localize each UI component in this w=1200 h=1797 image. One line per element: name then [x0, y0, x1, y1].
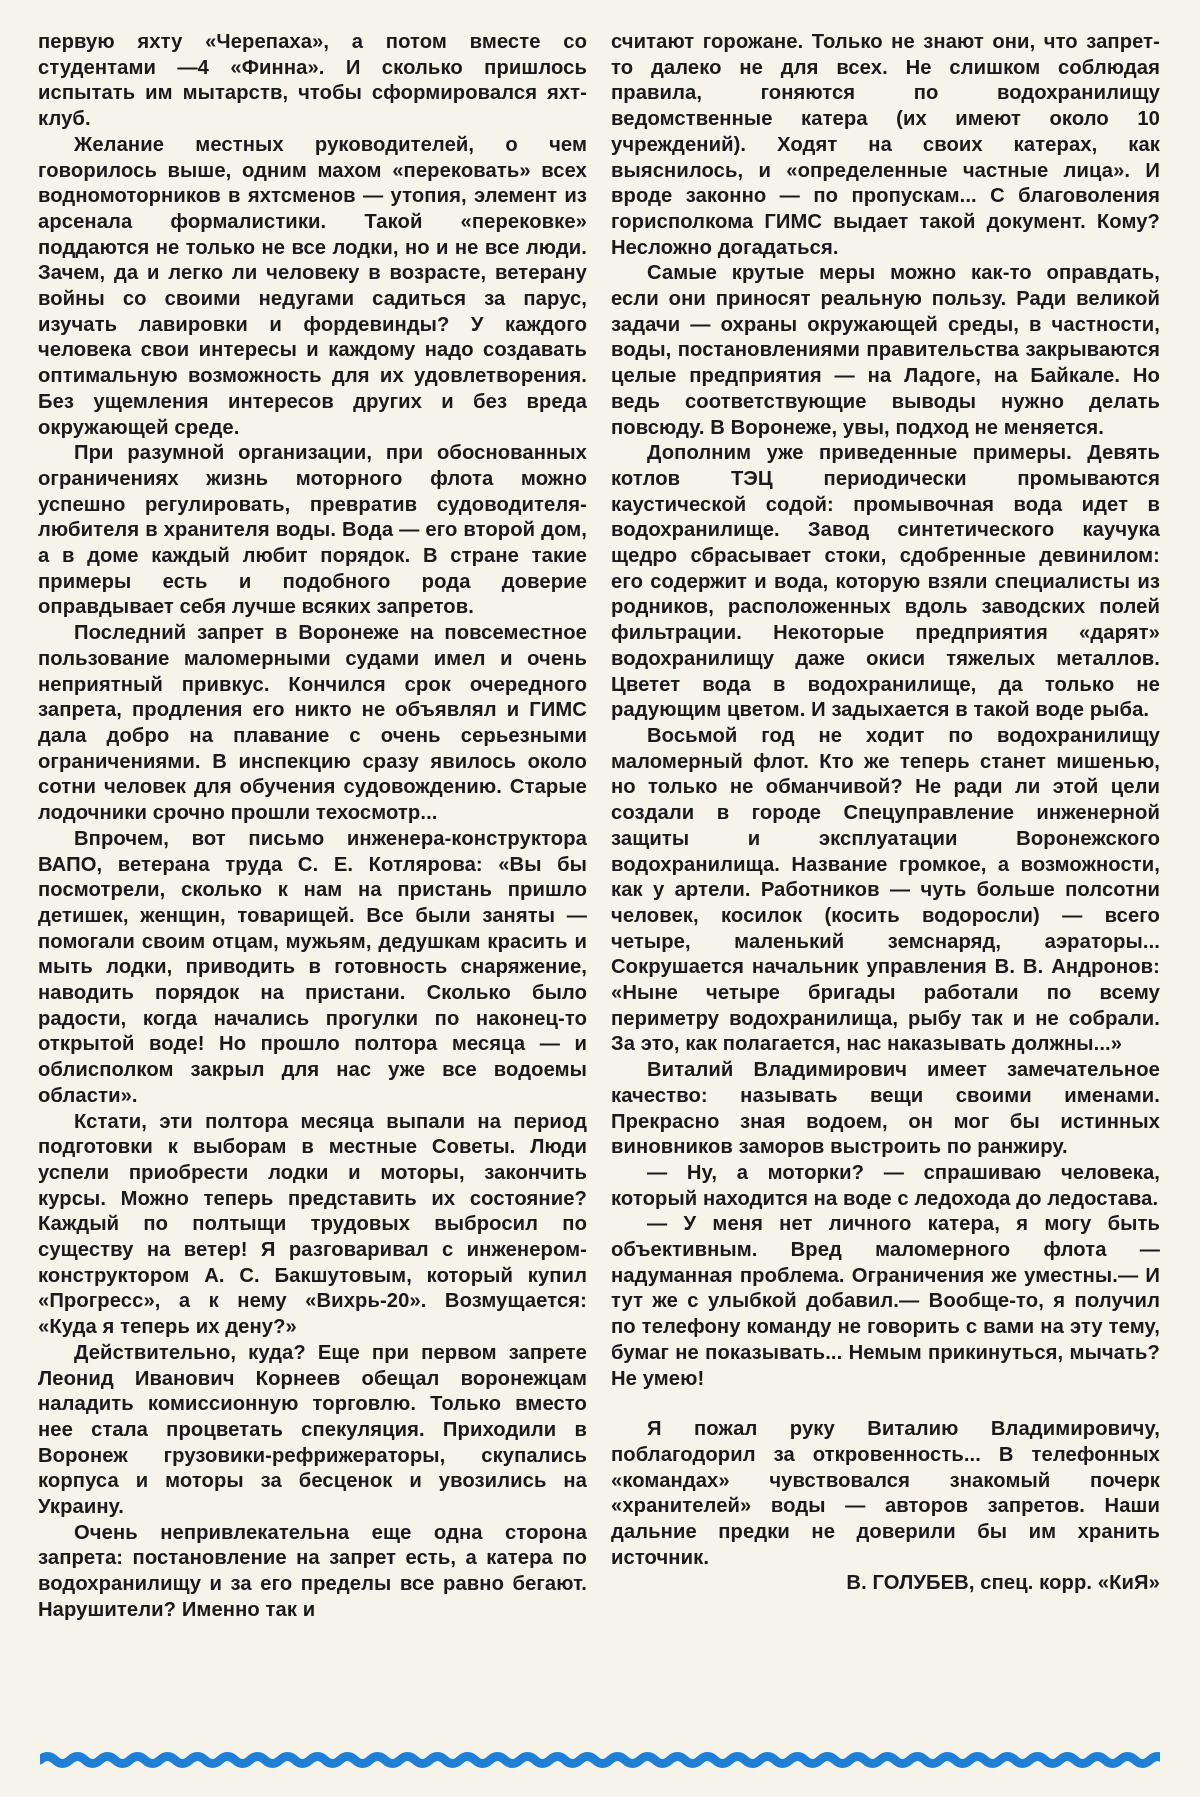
- right-column: [611, 30, 1160, 1730]
- paragraph: Очень непривлекательна еще одна сторона запрета: постановление на запрет есть, а катера по водохранилищу и за его пределы все равно бегают. Нарушители? Именно так и: [38, 1521, 587, 1621]
- paragraph: Действительно, куда? Еще при первом запрете Леонид Иванович Корнеев обещал воронежцам наладить комиссионную торговлю. Только вместо нее стала процветать спекуляция. Приходили в Воронеж грузовики-рефрижераторы, скупались корпуса и моторы за бесценок и увозились на Украину.: [38, 1341, 587, 1519]
- paragraph: Желание местных руководителей, о чем говорилось выше, одним махом «перековать» всех водномоторников в яхтсменов — утопия, элемент из арсенала формалистики. Такой «перековке» поддаются не только не все лодки, но и не все люди. Зачем, да и легко ли человеку в возрасте, ветерану войны со своими недугами садиться за парус, изучать лавировки и фордевинды? У каждого человека свои интересы и каждому надо создавать оптимальную возможность для их удовлетворения. Без ущемления интересов других и без вреда окружающей среде.: [38, 133, 587, 439]
- paragraph: Впрочем, вот письмо инженера-конструктора ВАПО, ветерана труда С. Е. Котлярова: «Вы бы посмотрели, сколько к нам на пристань пришло детишек, женщин, товарищей. Все были заняты — помогали своим отцам, мужьям, дедушкам красить и мыть лодки, приводить в готовность снаряжение, наводить порядок на пристани. Сколько было радости, когда начались прогулки по наконец-то открытой воде! Но прошло полтора месяца — и облисполком закрыл для нас уже все водоемы области».: [38, 827, 587, 1107]
- paragraph: Кстати, эти полтора месяца выпали на период подготовки к выборам в местные Советы. Люди успели приобрести лодки и моторы, закончить курсы. Можно теперь представить их состояние? Каждый по полтыщи трудовых выбросил по существу на ветер! Я разговаривал с инженером-конструктором А. С. Бакшутовым, который купил «Прогресс», а к нему «Вихрь-20». Возмущается: «Куда я теперь их дену?»: [38, 1110, 587, 1339]
- author-signature: В. ГОЛУБЕВ, спец. корр. «КиЯ»: [846, 1572, 1160, 1595]
- paragraph: Восьмой год не ходит по водохранилищу маломерный флот. Кто же теперь станет мишенью, но только не обманчивой? Не ради ли этой цели создали в городе Спецуправление инженерной защиты и эксплуатации Воронежского водохранилища. Название громкое, а возможности, как у артели. Работников — чуть больше полсотни человек, косилок (косить водоросли) — всего четыре, маленький земснаряд, аэраторы... Сокрушается начальник управления В. В. Андронов: «Ныне четыре бригады работали по всему периметру водохранилища, рыбу так и не собрали. За это, как полагается, нас наказывать должны...»: [611, 724, 1160, 1056]
- paragraph: Виталий Владимирович имеет замечательное качество: называть вещи своими именами. Прекрасно зная водоем, он мог бы истинных виновников заморов выстроить по ранжиру.: [611, 1059, 1160, 1159]
- paragraph: первую яхту «Черепаха», а потом вместе со студентами —4 «Финна». И сколько пришлось испытать им мытарств, чтобы сформировался яхт-клуб.: [38, 31, 587, 131]
- paragraph: Дополним уже приведенные примеры. Девять котлов ТЭЦ периодически промываются каустической содой: промывочная вода идет в водохранилище. Завод синтетического каучука щедро сбрасывает стоки, сдобренные девинилом: его содержит и вода, которую взяли специалисты из родников, расположенных вдоль заводских полей фильтрации. Некоторые предприятия «дарят» водохранилищу даже окиси тяжелых металлов. Цветет вода в водохранилище, да только не радующим цветом. И задыхается в такой воде рыба.: [611, 442, 1160, 722]
- paragraph: Самые крутые меры можно как-то оправдать, если они приносят реальную пользу. Ради великой задачи — охраны окружающей среды, в частности, воды, постановлениями правительства закрываются целые предприятия — на Ладоге, на Байкале. Но ведь соответствующие выводы нужно делать повсюду. В Воронеже, увы, подход не меняется.: [611, 262, 1160, 439]
- paragraph: — У меня нет личного катера, я могу быть объективным. Вред маломерного флота — надуманная проблема. Ограничения же уместны.— И тут же с улыбкой добавил.— Вообще-то, я получил по телефону команду не говорить с вами на эту тему, бумаг не показывать... Немым прикинуться, мычать? Не умею!: [611, 1213, 1160, 1390]
- closing-paragraph: Я пожал руку Виталию Владимировичу, поблагодорил за откровенность... В телефонных «командах» чувствовался знакомый почерк «хранителей» воды — авторов запретов. Наши дальние предки не доверили бы им хранить источник.: [611, 1418, 1160, 1569]
- paragraph: — Ну, а моторки? — спрашиваю человека, который находится на воде с ледохода до ледостава.: [611, 1161, 1160, 1210]
- paragraph: Последний запрет в Воронеже на повсеместное пользование маломерными судами имел и очень неприятный привкус. Кончился срок очередного запрета, продления его никто не объявлял и ГИМС дала добро на плавание с очень серьезными ограничениями. В инспекцию сразу явилось около сотни человек для обучения судовождению. Старые лодочники срочно прошли техосмотр...: [38, 622, 587, 825]
- paragraph: При разумной организации, при обоснованных ограничениях жизнь моторного флота можно успешно регулировать, превратив судоводителя-любителя в хранителя воды. Вода — его второй дом, а в доме каждый любит порядок. В стране такие примеры есть и подобного рода доверие оправдывает себя лучше всяких запретов.: [38, 442, 587, 619]
- wave-ornament: [40, 1745, 1160, 1775]
- left-column: [38, 30, 587, 1730]
- paragraph: считают горожане. Только не знают они, что запрет-то далеко не для всех. Не слишком соблюдая правила, гоняются по водохранилищу ведомственные катера (их имеют около 10 учреждений). Ходят на своих катерах, как выяснилось, и «определенные частные лица». И вроде законно — по пропускам... С благоволения горисполкома ГИМС выдает такой документ. Кому? Несложно догадаться.: [611, 31, 1160, 259]
- wave-line: [40, 1757, 1160, 1764]
- article-columns: [38, 30, 1160, 1730]
